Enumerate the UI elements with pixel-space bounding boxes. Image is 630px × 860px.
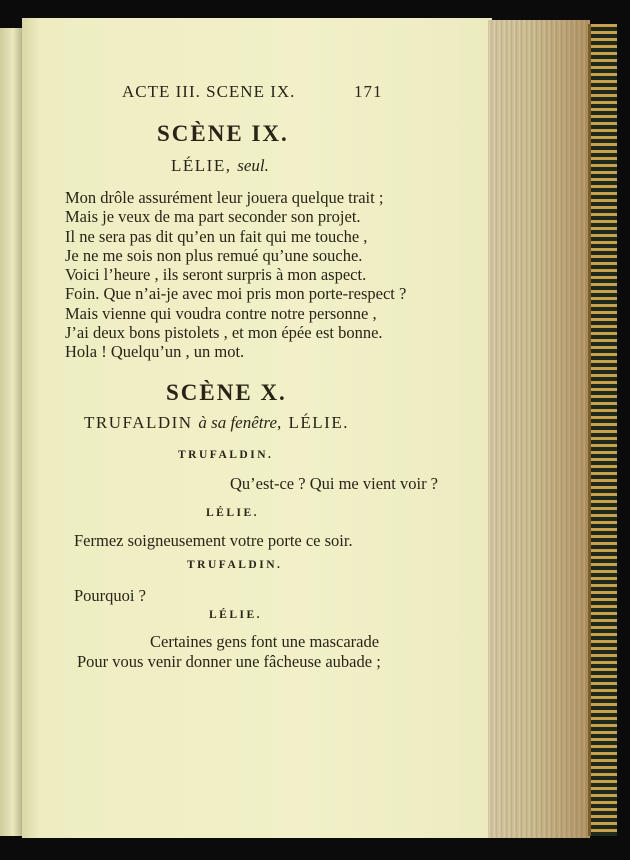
verse-line: J’ai deux bons pistolets , et mon épée est bonne. (65, 323, 383, 342)
verse-line: Foin. Que n’ai-je avec moi pris mon porte-respect ? (65, 284, 407, 303)
scene-cast (84, 414, 349, 431)
character-name: , LÉLIE. (277, 413, 349, 432)
speaker: LÉLIE. (209, 609, 263, 621)
page-edges-shade (488, 20, 590, 838)
running-title: ACTE III. SCENE IX. (122, 82, 296, 101)
verse-line: Voici l’heure , ils seront surpris à mon aspect. (65, 265, 367, 284)
speaker: LÉLIE. (206, 507, 260, 519)
stage-direction: à sa fenêtre (198, 413, 278, 432)
character-name: LÉLIE, (171, 156, 232, 175)
facing-page-edge (0, 28, 22, 836)
verse-line: Mais vienne qui voudra contre notre personne , (65, 304, 377, 323)
page-number: 171 (354, 82, 383, 101)
verse-line: Fermez soigneusement votre porte ce soir. (74, 531, 353, 550)
verse-line: Hola ! Quelqu’un , un mot. (65, 342, 245, 361)
verse-line: Il ne sera pas dit qu’en un fait qui me touche , (65, 227, 368, 246)
verse-line: Je ne me sois non plus remué qu’une souche. (65, 246, 363, 265)
stage-direction: seul. (237, 156, 269, 175)
character-name: TRUFALDIN (84, 413, 193, 432)
decorative-binding (588, 24, 617, 836)
verse-line: Mais je veux de ma part seconder son projet. (65, 207, 361, 226)
scene-title: SCÈNE IX. (157, 121, 289, 146)
speaker: TRUFALDIN. (187, 559, 283, 571)
verse-line: Certaines gens font une mascarade (150, 632, 380, 651)
scene-title: SCÈNE X. (166, 380, 287, 405)
verse-line: Pour vous venir donner une fâcheuse aubade ; (77, 652, 381, 671)
verse-line: Pourquoi ? (74, 586, 146, 605)
verse-line: Qu’est-ce ? Qui me vient voir ? (230, 474, 439, 493)
scene-cast (171, 157, 269, 174)
speaker: TRUFALDIN. (178, 449, 274, 461)
verse-line: Mon drôle assurément leur jouera quelque trait ; (65, 188, 384, 207)
